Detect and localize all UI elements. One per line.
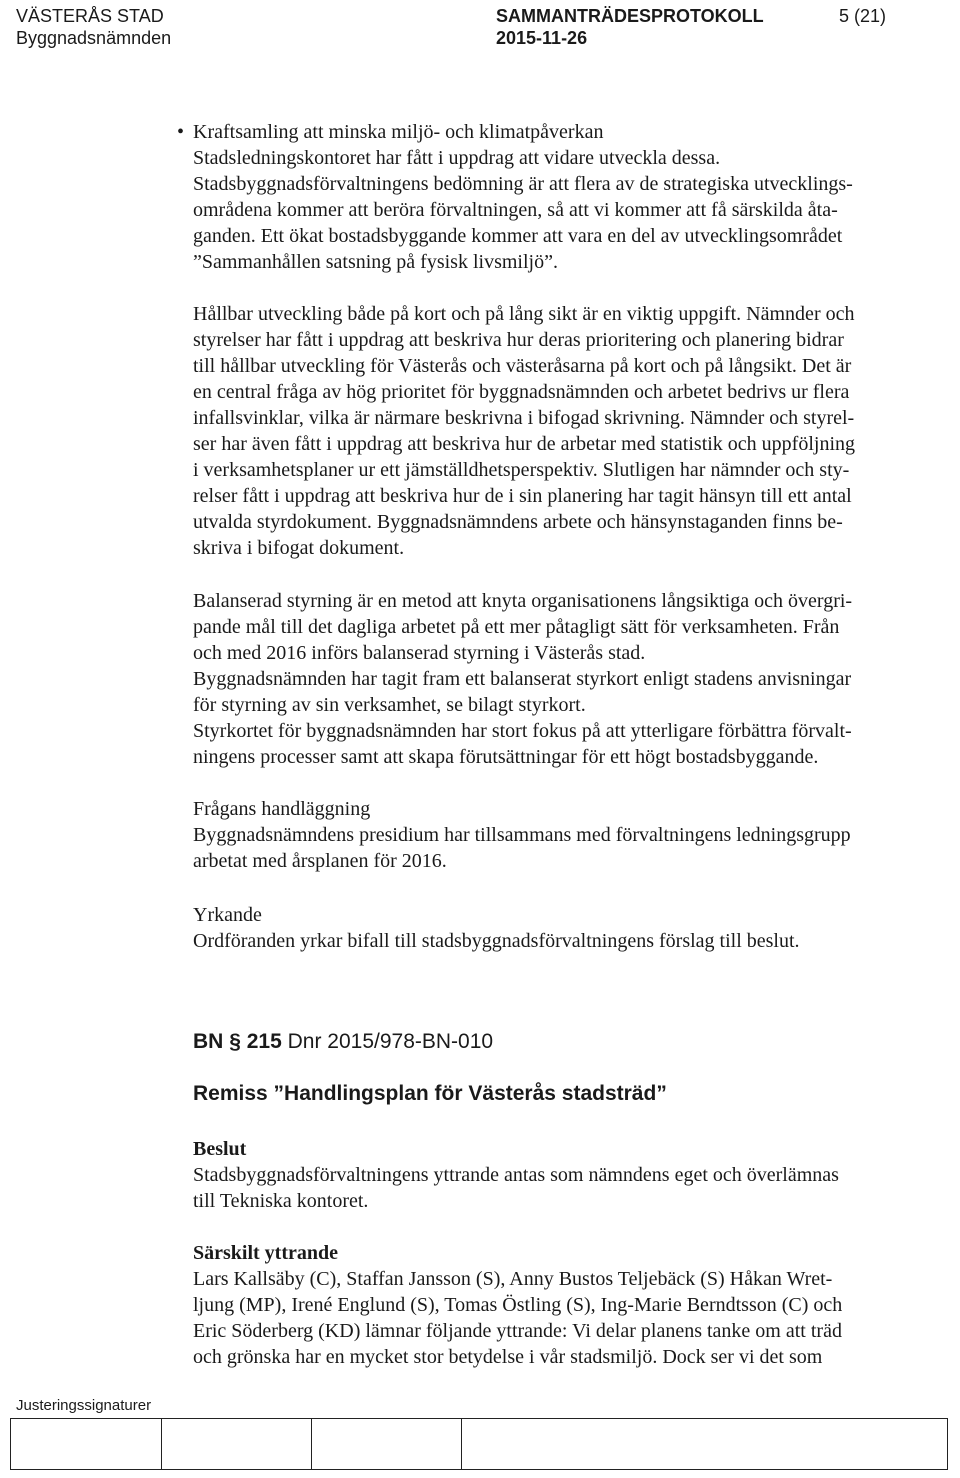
text-line: Byggnadsnämndens presidium har tillsammans med förvaltningens ledningsgrupp bbox=[193, 824, 851, 846]
document-type: SAMMANTRÄDESPROTOKOLL bbox=[496, 6, 764, 26]
text-line: och med 2016 införs balanserad styrning i Västerås stad. bbox=[193, 642, 646, 664]
section-handling bbox=[193, 796, 943, 874]
bullet-title: Kraftsamling att minska miljö- och klimatpåverkan bbox=[193, 121, 604, 143]
text-line: Byggnadsnämnden har tagit fram ett balanserat styrkort enligt stadens anvisningar bbox=[193, 668, 852, 690]
section-strategies bbox=[193, 119, 943, 275]
text-line: Ordföranden yrkar bifall till stadsbyggnadsförvaltningens förslag till beslut. bbox=[193, 930, 800, 952]
text-line: ”Sammanhållen satsning på fysisk livsmiljö”. bbox=[193, 251, 558, 273]
section-heading: Frågans handläggning bbox=[193, 798, 371, 820]
case-number: 215 bbox=[246, 1030, 282, 1053]
text-line: utvalda styrdokument. Byggnadsnämndens arbete och hänsynstaganden finns be- bbox=[193, 511, 843, 533]
text-line: infallsvinklar, vilka är närmare beskrivna i bifogad skrivning. Nämnder och styrel- bbox=[193, 407, 855, 429]
case-reference bbox=[193, 1030, 493, 1054]
section-heading: Särskilt yttrande bbox=[193, 1242, 338, 1264]
text-line: ganden. Ett ökat bostadsbyggande kommer att vara en del av utvecklingsområdet bbox=[193, 225, 843, 247]
text-line: ningens processer samt att skapa förutsättningar för ett högt bostadsbyggande. bbox=[193, 746, 819, 768]
text-line: Stadsledningskontoret har fått i uppdrag att vidare utveckla dessa. bbox=[193, 147, 721, 169]
section-motion bbox=[193, 902, 943, 954]
text-line: skriva i bifogat dokument. bbox=[193, 537, 405, 559]
text-line: Styrkortet för byggnadsnämnden har stort fokus på att ytterligare förbättra förvalt- bbox=[193, 720, 852, 742]
text-line: arbetat med årsplanen för 2016. bbox=[193, 850, 447, 872]
text-line: för styrning av sin verksamhet, se bilagt styrkort. bbox=[193, 694, 586, 716]
text-line: Stadsbyggnadsförvaltningens bedömning är att flera av de strategiska utvecklings- bbox=[193, 173, 853, 195]
case-dnr: Dnr 2015/978-BN-010 bbox=[287, 1030, 494, 1053]
text-line: Lars Kallsäby (C), Staffan Jansson (S), Anny Bustos Teljebäck (S) Håkan Wret- bbox=[193, 1268, 833, 1290]
signature-cell bbox=[11, 1419, 162, 1469]
section-balanced-scorecard bbox=[193, 588, 943, 770]
org-name: VÄSTERÅS STAD bbox=[16, 6, 164, 26]
text-line: Stadsbyggnadsförvaltningens yttrande antas som nämndens eget och överlämnas bbox=[193, 1164, 839, 1186]
bullet-symbol: • bbox=[177, 121, 185, 143]
text-line: pande mål till det dagliga arbetet på ett mer påtagligt sätt för verksamheten. Från bbox=[193, 616, 840, 638]
text-line: en central fråga av hög prioritet för byggnadsnämnden och arbetet bedrivs ur flera bbox=[193, 381, 850, 403]
section-heading: Yrkande bbox=[193, 904, 262, 926]
section-decision bbox=[193, 1136, 943, 1214]
case-title: Remiss ”Handlingsplan för Västerås stadsträd” bbox=[193, 1082, 667, 1105]
signatures-label: Justeringssignaturer bbox=[16, 1397, 152, 1414]
section-sustainability bbox=[193, 301, 943, 561]
paragraph-sign: § bbox=[229, 1030, 241, 1053]
department-name: Byggnadsnämnden bbox=[16, 28, 172, 48]
text-line: Balanserad styrning är en metod att knyta organisationens långsiktiga och övergri- bbox=[193, 590, 853, 612]
text-line: Eric Söderberg (KD) lämnar följande yttrande: Vi delar planens tanke om att träd bbox=[193, 1320, 842, 1342]
text-line: styrelser har fått i uppdrag att beskriva hur deras prioritering och planering bidrar bbox=[193, 329, 844, 351]
section-special-statement bbox=[193, 1240, 943, 1370]
signature-box bbox=[10, 1418, 948, 1470]
section-heading: Beslut bbox=[193, 1138, 247, 1160]
text-line: ser har även fått i uppdrag att beskriva hur de arbetar med statistik och uppföljning bbox=[193, 433, 856, 455]
text-line: områdena kommer att beröra förvaltningen, så att vi kommer att få särskilda åta- bbox=[193, 199, 838, 221]
text-line: i verksamhetsplaner ur ett jämställdhetsperspektiv. Slutligen har nämnder och sty- bbox=[193, 459, 850, 481]
page-number: 5 (21) bbox=[839, 6, 887, 26]
signature-cell bbox=[311, 1419, 462, 1469]
case-prefix: BN bbox=[193, 1030, 224, 1053]
text-line: ljung (MP), Irené Englund (S), Tomas Östling (S), Ing-Marie Berndtsson (C) och bbox=[193, 1294, 843, 1316]
text-line: Hållbar utveckling både på kort och på lång sikt är en viktig uppgift. Nämnder och bbox=[193, 303, 855, 325]
text-line: och grönska har en mycket stor betydelse i vår stadsmiljö. Dock ser vi det som bbox=[193, 1346, 823, 1368]
text-line: till hållbar utveckling för Västerås och västeråsarna på kort och på långsikt. Det är bbox=[193, 355, 852, 377]
text-line: relser fått i uppdrag att beskriva hur de i sin planering har tagit hänsyn till ett antal bbox=[193, 485, 852, 507]
signature-cell bbox=[161, 1419, 312, 1469]
text-line: till Tekniska kontoret. bbox=[193, 1190, 369, 1212]
meeting-date: 2015-11-26 bbox=[496, 28, 588, 48]
